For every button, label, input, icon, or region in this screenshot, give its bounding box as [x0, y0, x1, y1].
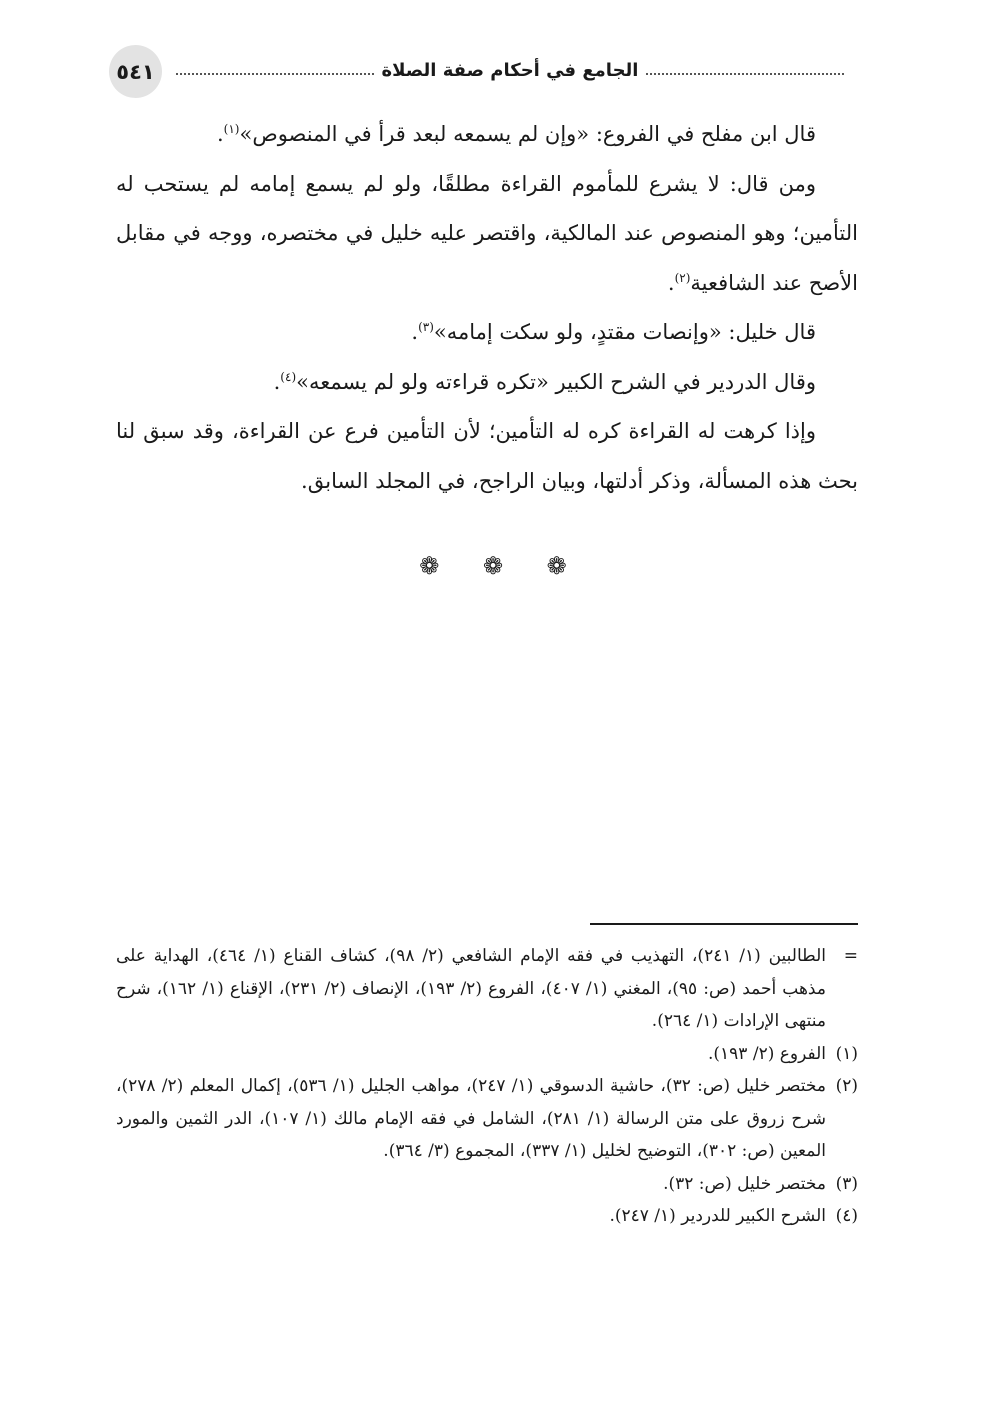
- footnote-ref: (٣): [418, 320, 434, 334]
- header-dots-right: [646, 73, 844, 75]
- main-text: [116, 110, 858, 506]
- footnotes: [116, 940, 858, 1233]
- page-number: ٥٤١: [109, 45, 162, 98]
- footnote-1: [116, 1038, 858, 1071]
- footnote-mark: (١): [835, 1043, 858, 1064]
- footnote-text: الطالبين (١/ ٢٤١)، التهذيب في فقه الإمام الشافعي (٢/ ٩٨)، كشاف القناع (١/ ٤٦٤)، الهداية على مذهب أحمد (ص: ٩٥)، المغني (١/ ٤٠٧)، الفروع (٢/ ١٩٣)، الإنصاف (٢/ ٢٣١)، الإقناع (١/ ١٦٢)، شرح منتهى الإرادات (١/ ٢٦٤).: [116, 946, 827, 1031]
- footnote-4: [116, 1200, 858, 1233]
- header-dots-left: [176, 73, 374, 75]
- footnote-divider: [590, 923, 858, 925]
- running-header: [176, 56, 844, 84]
- paragraph: وإذا كرهت له القراءة كره له التأمين؛ لأن التأمين فرع عن القراءة، وقد سبق لنا بحث هذه المسألة، وذكر أدلتها، وبيان الراجح، في المجلد السابق.: [116, 419, 858, 493]
- footnote-ref: (٢): [674, 270, 691, 285]
- section-separator: ❁ ❁ ❁: [419, 552, 585, 580]
- footnote-ref: (٤): [280, 369, 297, 384]
- header-title: الجامع في أحكام صفة الصلاة: [381, 59, 639, 81]
- footnote-text: مختصر خليل (ص: ٣٢)، حاشية الدسوقي (١/ ٢٤٧)، مواهب الجليل (١/ ٥٣٦)، إكمال المعلم (٢/ ٢٧٨)، شرح زروق على متن الرسالة (١/ ٢٨١)، الشامل في فقه الإمام مالك (١/ ١٠٧)، الدر الثمين والمورد المعين (ص: ٣٠٢)، التوضيح لخليل (١/ ٣٣٧)، المجموع (٣/ ٣٦٤).: [116, 1076, 826, 1161]
- footnote-continuation: [116, 940, 858, 1038]
- footnote-text: الشرح الكبير للدردير (١/ ٢٤٧).: [609, 1206, 826, 1226]
- footnote-3: [116, 1168, 858, 1201]
- paragraph: ومن قال: لا يشرع للمأموم القراءة مطلقًا، ولو لم يسمع إمامه لم يستحب له التأمين؛ وهو المنصوص عند المالكية، واقتصر عليه خليل في مختصره، ووجه في مقابل الأصح عند الشافعية$^{(٢)}$.: [116, 171, 858, 295]
- paragraph: قال ابن مفلح في الفروع: «وإن لم يسمعه لبعد قرأ في المنصوص»$^{(١)}$.: [216, 122, 816, 146]
- paragraph: وقال الدردير في الشرح الكبير «تكره قراءته ولو لم يسمعه»$^{(٤)}$.: [273, 369, 816, 394]
- footnote-2: [116, 1070, 858, 1168]
- footnote-mark: =: [843, 946, 858, 966]
- footnote-mark: (٤): [835, 1206, 858, 1226]
- footnote-text: الفروع (٢/ ١٩٣).: [707, 1043, 826, 1064]
- footnote-ref: (١): [223, 122, 240, 136]
- footnote-text: مختصر خليل (ص: ٣٢).: [663, 1173, 826, 1194]
- footnote-mark: (٣): [835, 1173, 858, 1194]
- paragraph: قال خليل: «وإنصات مقتدٍ، ولو سكت إمامه»$^{(٣)}$.: [411, 320, 816, 344]
- footnote-mark: (٢): [835, 1076, 858, 1096]
